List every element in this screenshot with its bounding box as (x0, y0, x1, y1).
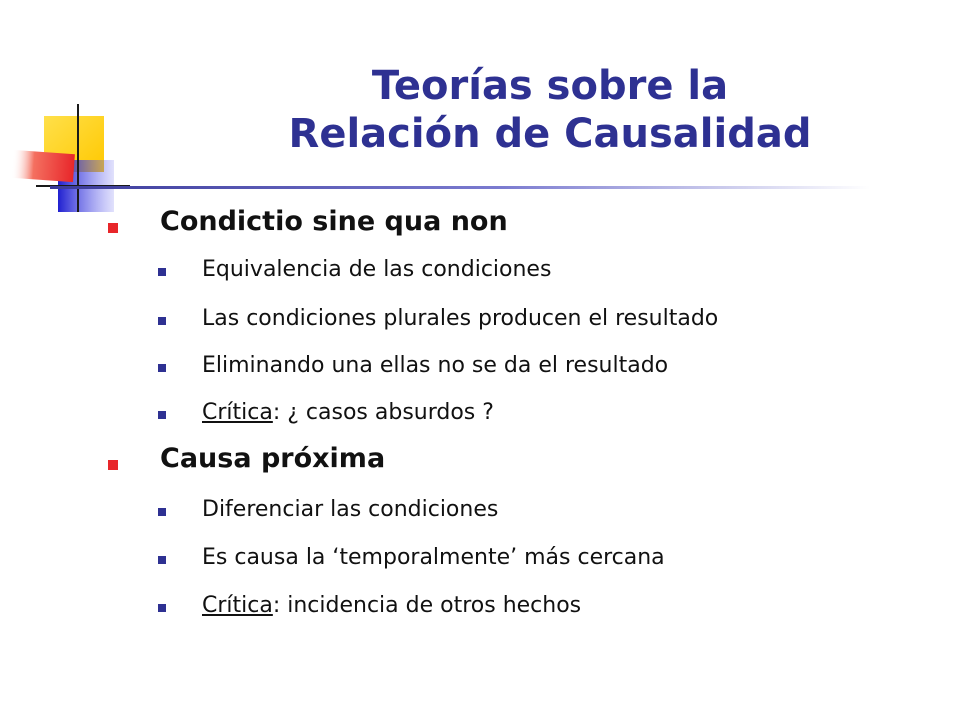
slide-title (230, 62, 870, 158)
critica-text: : incidencia de otros hechos (272, 593, 582, 618)
critica-label: Crítica (202, 400, 273, 425)
bullet-marker-blue (158, 604, 166, 612)
bullet-marker-blue (158, 556, 166, 564)
list-item: Diferenciar las condiciones (202, 497, 499, 522)
bullet-marker-blue (158, 317, 166, 325)
title-line-1: Teorías sobre la (371, 63, 729, 109)
critica-text: : ¿ casos absurdos ? (272, 400, 494, 425)
bullet-marker-blue (158, 268, 166, 276)
title-divider (50, 186, 870, 189)
bullet-marker-red (108, 223, 118, 233)
list-item: Eliminando una ellas no se da el resultado (202, 353, 669, 378)
section-heading-causa-proxima: Causa próxima (160, 443, 386, 474)
list-item-critica (202, 400, 494, 425)
logo-graphic (0, 0, 140, 230)
list-item: Es causa la ‘temporalmente’ más cercana (202, 545, 665, 570)
bullet-marker-blue (158, 364, 166, 372)
section-heading-condictio: Condictio sine qua non (160, 206, 508, 237)
logo-red-square (11, 150, 75, 182)
bullet-marker-blue (158, 411, 166, 419)
list-item: Las condiciones plurales producen el resultado (202, 306, 719, 331)
bullet-marker-red (108, 460, 118, 470)
critica-label: Crítica (202, 593, 273, 618)
list-item: Equivalencia de las condiciones (202, 257, 552, 282)
bullet-marker-blue (158, 508, 166, 516)
list-item-critica (202, 593, 581, 618)
title-line-2: Relación de Causalidad (288, 111, 812, 157)
